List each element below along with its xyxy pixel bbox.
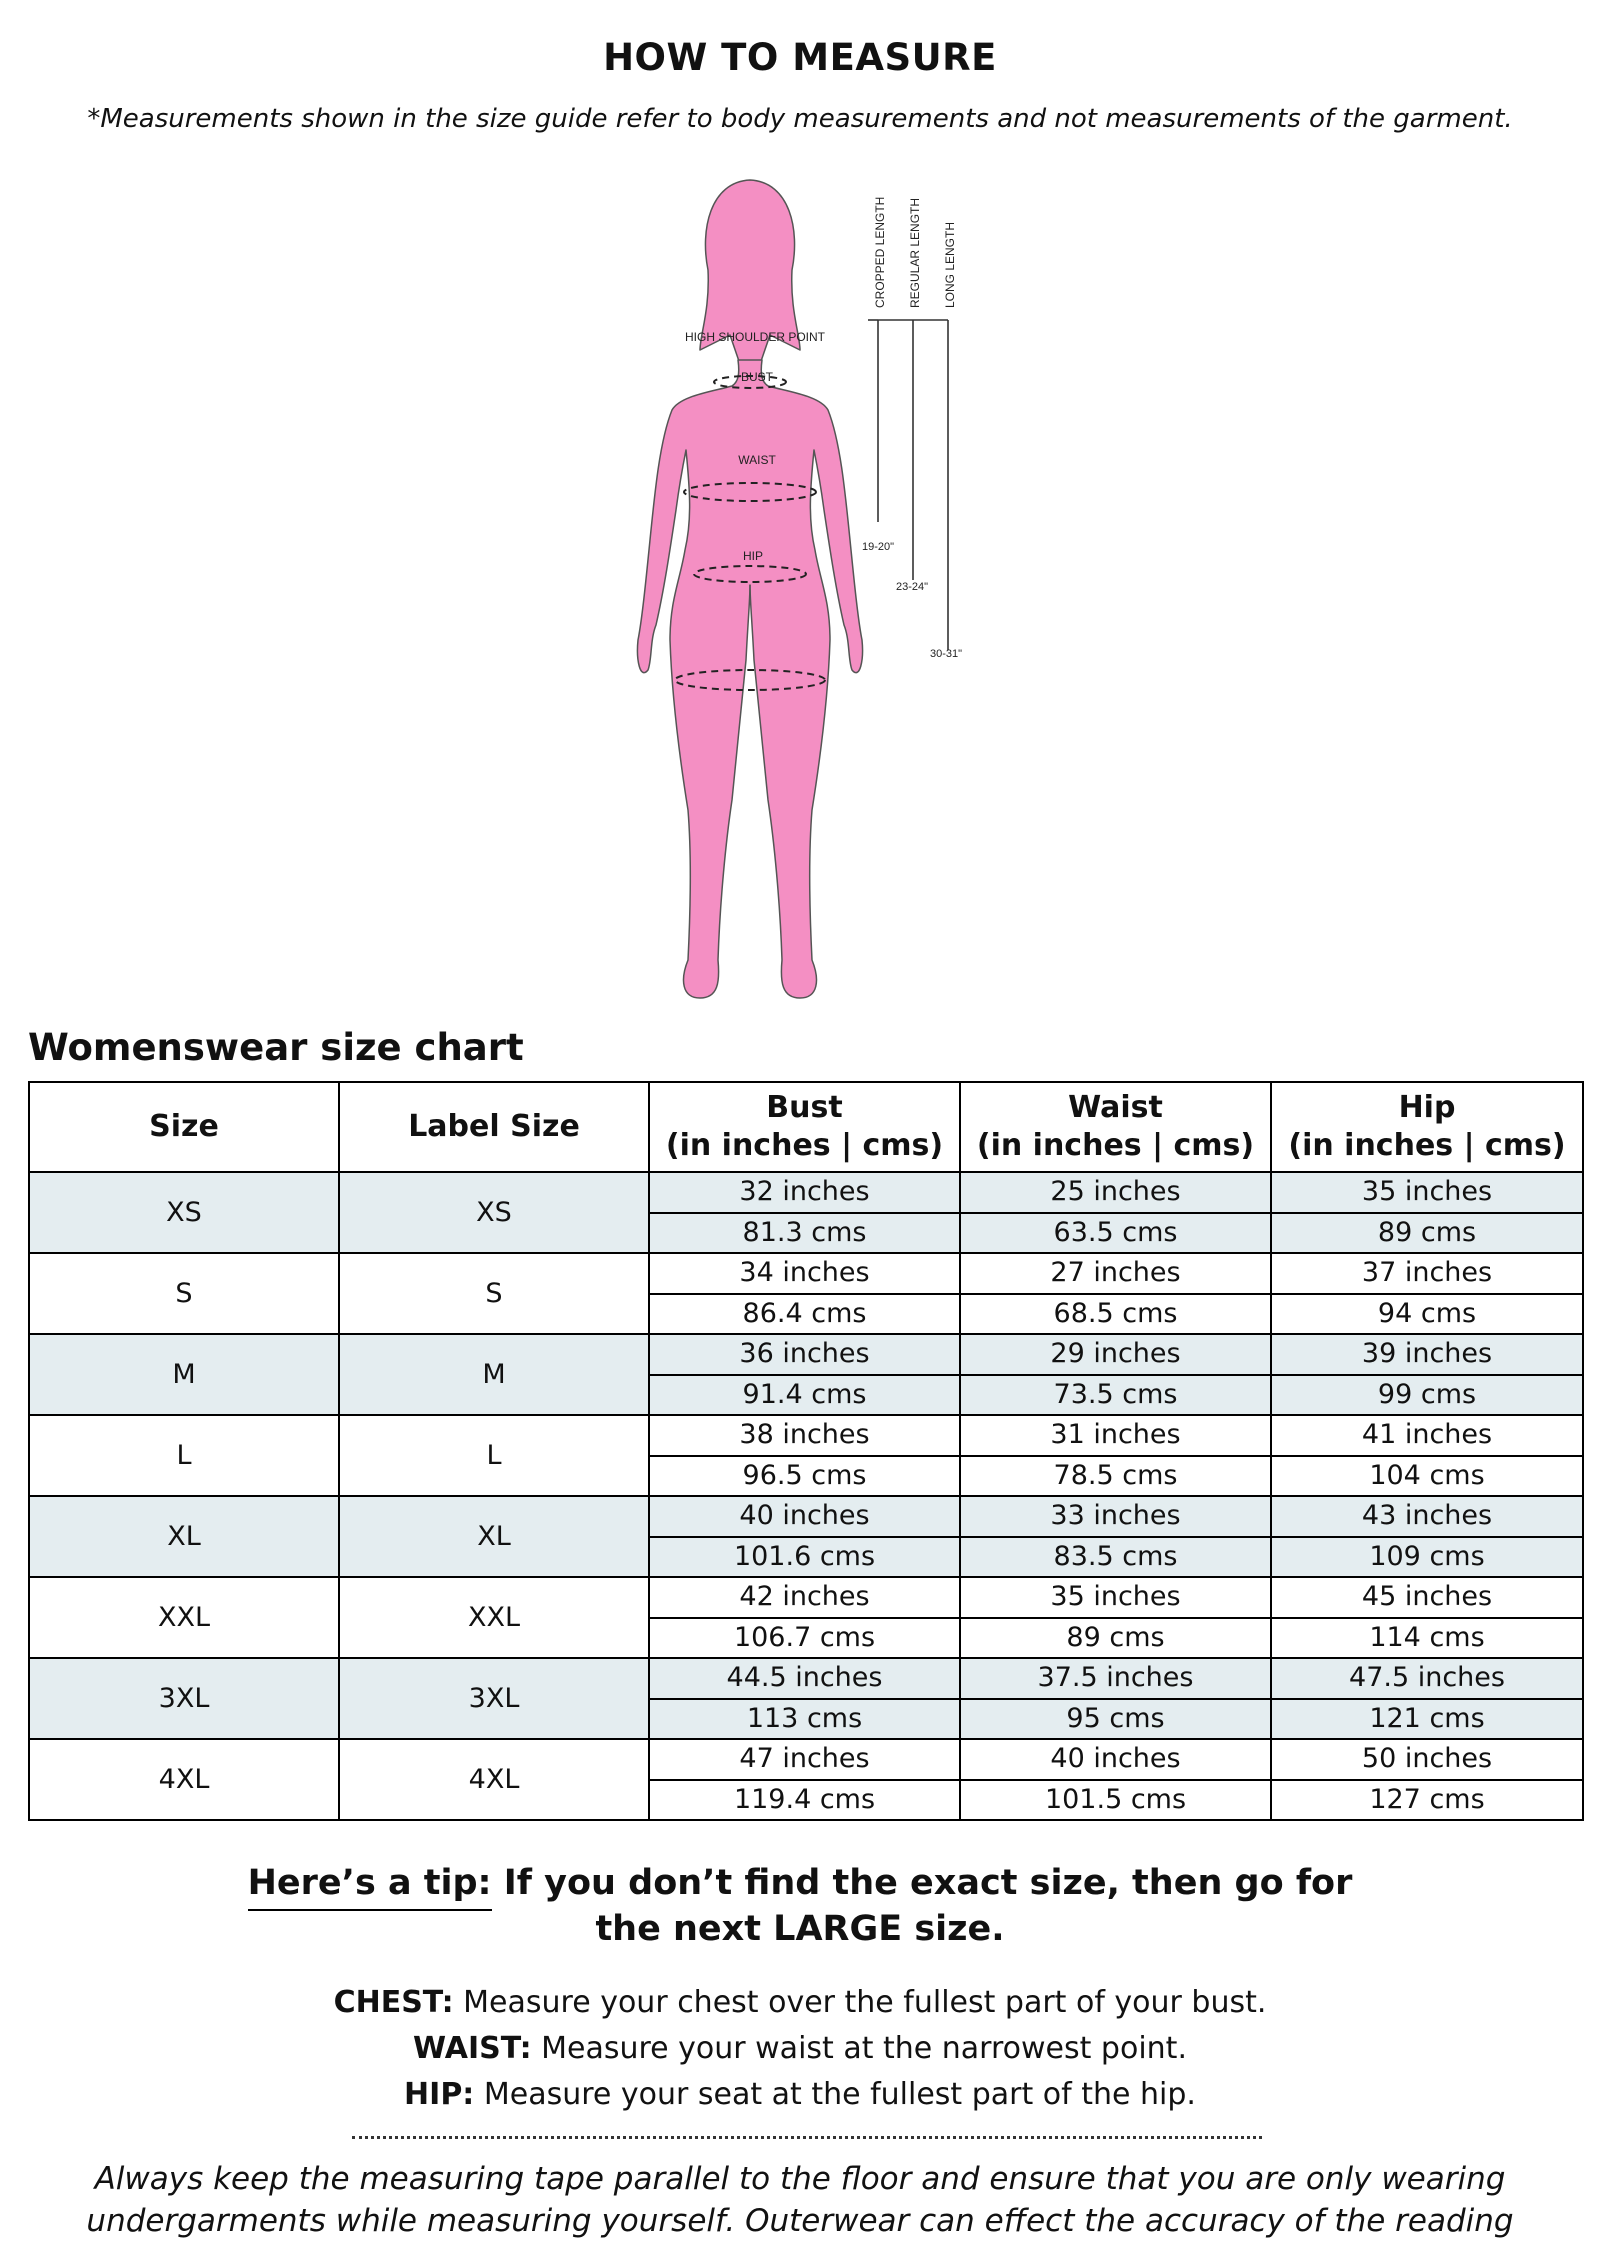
label-size-cell: S xyxy=(339,1253,649,1334)
long-length-label: LONG LENGTH xyxy=(943,221,957,308)
waist-cell-inches: 25 inches xyxy=(961,1173,1270,1214)
header-waist: Waist (in inches | cms) xyxy=(960,1082,1271,1172)
waist-cell xyxy=(960,1334,1271,1415)
instruction-chest: CHEST: Measure your chest over the fullest part of your bust. xyxy=(333,1985,1267,2020)
hip-label: HIP xyxy=(742,549,764,563)
waist-cell-cms: 95 cms xyxy=(1066,1702,1165,1734)
page-subtitle: *Measurements shown in the size guide refer to body measurements and not measurements of the garment. xyxy=(87,104,1513,134)
table-header-row xyxy=(29,1082,1583,1172)
header-bust: Bust (in inches | cms) xyxy=(649,1082,960,1172)
bust-cell-cms: 86.4 cms xyxy=(742,1297,867,1329)
size-rows xyxy=(29,1172,1583,1820)
label-size-cell: XXL xyxy=(339,1577,649,1658)
instruction-waist: WAIST: Measure your waist at the narrowest point. xyxy=(413,2031,1187,2066)
bust-cell-inches: 34 inches xyxy=(650,1254,959,1295)
table-row xyxy=(29,1172,1583,1253)
hip-cell-cms: 121 cms xyxy=(1369,1702,1485,1734)
hip-cell xyxy=(1271,1496,1583,1577)
hip-cell-cms: 89 cms xyxy=(1377,1216,1477,1248)
tip-block xyxy=(0,1860,1600,1952)
hip-cell xyxy=(1271,1253,1583,1334)
bust-cell-inches: 47 inches xyxy=(650,1740,959,1781)
hip-cell-inches: 41 inches xyxy=(1272,1416,1582,1457)
bust-cell-inches: 44.5 inches xyxy=(650,1659,959,1700)
waist-cell-cms: 89 cms xyxy=(1066,1621,1165,1653)
hip-cell-inches: 50 inches xyxy=(1272,1740,1582,1781)
bust-cell-cms: 119.4 cms xyxy=(733,1783,876,1815)
waist-cell-inches: 40 inches xyxy=(961,1740,1270,1781)
waist-label: WAIST xyxy=(738,453,776,467)
bust-cell xyxy=(649,1334,960,1415)
cropped-length-range: 19-20" xyxy=(862,541,895,553)
table-row xyxy=(29,1334,1583,1415)
bust-cell xyxy=(649,1253,960,1334)
bust-cell-inches: 40 inches xyxy=(650,1497,959,1538)
waist-cell xyxy=(960,1739,1271,1820)
bust-cell xyxy=(649,1739,960,1820)
waist-cell-inches: 35 inches xyxy=(961,1578,1270,1619)
hip-cell-cms: 99 cms xyxy=(1377,1378,1477,1410)
size-chart-title: Womenswear size chart xyxy=(28,1026,524,1069)
size-cell: 4XL xyxy=(29,1739,339,1820)
waist-cell-inches: 31 inches xyxy=(961,1416,1270,1457)
bust-cell-inches: 36 inches xyxy=(650,1335,959,1376)
hip-cell-inches: 37 inches xyxy=(1272,1254,1582,1295)
table-row xyxy=(29,1658,1583,1739)
waist-cell xyxy=(960,1415,1271,1496)
body-measurement-figure xyxy=(600,160,1020,1010)
hip-cell xyxy=(1271,1334,1583,1415)
label-size-cell: 4XL xyxy=(339,1739,649,1820)
waist-cell xyxy=(960,1658,1271,1739)
waist-cell-inches: 37.5 inches xyxy=(961,1659,1270,1700)
size-cell: 3XL xyxy=(29,1658,339,1739)
waist-cell-cms: 68.5 cms xyxy=(1053,1297,1178,1329)
tip-lead: Here’s a tip: xyxy=(248,1863,492,1911)
bust-cell xyxy=(649,1658,960,1739)
size-cell: L xyxy=(29,1415,339,1496)
bust-cell xyxy=(649,1415,960,1496)
regular-length-label: REGULAR LENGTH xyxy=(908,197,922,308)
waist-cell-cms: 63.5 cms xyxy=(1053,1216,1178,1248)
hip-cell-inches: 45 inches xyxy=(1272,1578,1582,1619)
hip-cell xyxy=(1271,1172,1583,1253)
bust-cell-cms: 96.5 cms xyxy=(742,1459,867,1491)
size-cell: M xyxy=(29,1334,339,1415)
waist-cell xyxy=(960,1253,1271,1334)
waist-cell-inches: 33 inches xyxy=(961,1497,1270,1538)
tip-text-1: If you don’t find the exact size, then go for xyxy=(491,1863,1353,1903)
waist-cell-cms: 78.5 cms xyxy=(1053,1459,1178,1491)
bust-cell-cms: 91.4 cms xyxy=(742,1378,867,1410)
waist-cell xyxy=(960,1172,1271,1253)
table-row xyxy=(29,1577,1583,1658)
label-size-cell: L xyxy=(339,1415,649,1496)
bust-cell-inches: 42 inches xyxy=(650,1578,959,1619)
hip-cell-inches: 47.5 inches xyxy=(1272,1659,1582,1700)
table-row xyxy=(29,1496,1583,1577)
waist-cell xyxy=(960,1577,1271,1658)
table-row xyxy=(29,1739,1583,1820)
waist-cell-inches: 29 inches xyxy=(961,1335,1270,1376)
bust-cell-inches: 38 inches xyxy=(650,1416,959,1457)
waist-cell-cms: 83.5 cms xyxy=(1053,1540,1178,1572)
bust-cell-inches: 32 inches xyxy=(650,1173,959,1214)
bust-cell xyxy=(649,1577,960,1658)
bust-cell xyxy=(649,1172,960,1253)
hip-cell-inches: 35 inches xyxy=(1272,1173,1582,1214)
hip-cell-inches: 39 inches xyxy=(1272,1335,1582,1376)
bust-cell-cms: 113 cms xyxy=(746,1702,863,1734)
label-size-cell: XS xyxy=(339,1172,649,1253)
hip-cell-inches: 43 inches xyxy=(1272,1497,1582,1538)
hip-cell xyxy=(1271,1658,1583,1739)
label-size-cell: 3XL xyxy=(339,1658,649,1739)
label-size-cell: XL xyxy=(339,1496,649,1577)
bust-cell-cms: 106.7 cms xyxy=(733,1621,876,1653)
page-title: HOW TO MEASURE xyxy=(603,36,997,79)
shoulder-label: HIGH SHOULDER POINT xyxy=(684,330,826,344)
hip-cell xyxy=(1271,1577,1583,1658)
measuring-note: Always keep the measuring tape parallel to the floor and ensure that you are only wearing undergarments while measuring yourself. Outerwear can effect the accuracy of the reading xyxy=(86,2161,1514,2239)
hip-cell xyxy=(1271,1415,1583,1496)
hip-cell xyxy=(1271,1739,1583,1820)
hip-cell-cms: 104 cms xyxy=(1369,1459,1485,1491)
hip-cell-cms: 109 cms xyxy=(1369,1540,1485,1572)
hip-cell-cms: 114 cms xyxy=(1369,1621,1485,1653)
bust-label: BUST xyxy=(740,370,774,384)
size-cell: XXL xyxy=(29,1577,339,1658)
dotted-divider xyxy=(352,2136,1262,2139)
bust-cell xyxy=(649,1496,960,1577)
size-chart-table xyxy=(28,1081,1584,1821)
waist-cell-cms: 73.5 cms xyxy=(1053,1378,1178,1410)
table-row xyxy=(29,1415,1583,1496)
waist-cell-inches: 27 inches xyxy=(961,1254,1270,1295)
bust-cell-cms: 81.3 cms xyxy=(742,1216,867,1248)
table-row xyxy=(29,1253,1583,1334)
label-size-cell: M xyxy=(339,1334,649,1415)
size-cell: XS xyxy=(29,1172,339,1253)
regular-length-range: 23-24" xyxy=(896,581,929,593)
header-hip: Hip (in inches | cms) xyxy=(1271,1082,1583,1172)
long-length-range: 30-31" xyxy=(930,648,963,660)
instruction-hip: HIP: Measure your seat at the fullest part of the hip. xyxy=(404,2077,1196,2112)
header-label-size: Label Size xyxy=(339,1082,649,1172)
size-cell: XL xyxy=(29,1496,339,1577)
measuring-instructions xyxy=(0,1980,1600,2118)
hip-cell-cms: 94 cms xyxy=(1377,1297,1477,1329)
header-size: Size xyxy=(29,1082,339,1172)
bust-cell-cms: 101.6 cms xyxy=(733,1540,876,1572)
size-cell: S xyxy=(29,1253,339,1334)
hip-cell-cms: 127 cms xyxy=(1369,1783,1485,1815)
cropped-length-label: CROPPED LENGTH xyxy=(873,196,887,308)
tip-text-2: the next LARGE size. xyxy=(595,1909,1005,1949)
waist-cell xyxy=(960,1496,1271,1577)
waist-cell-cms: 101.5 cms xyxy=(1044,1783,1187,1815)
